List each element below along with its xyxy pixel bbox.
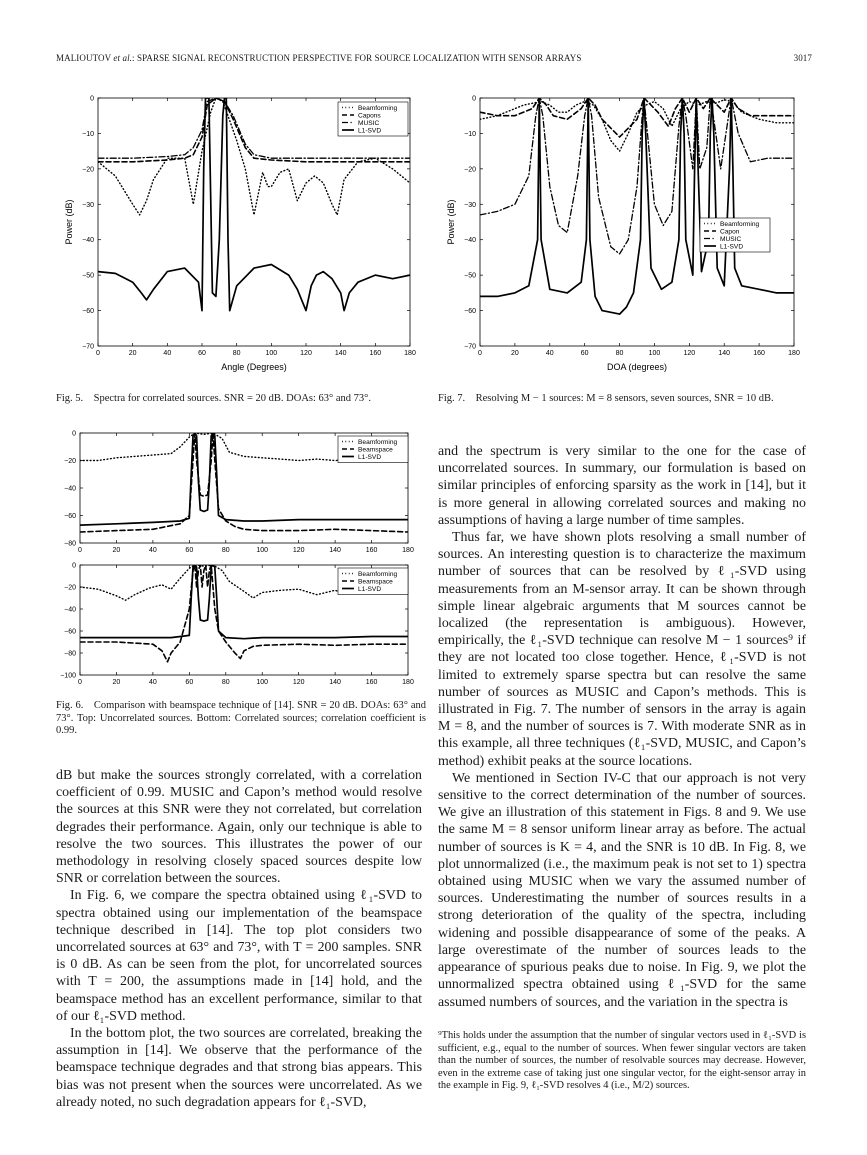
y-tick-label: 0	[72, 430, 76, 438]
series-line	[480, 100, 794, 151]
y-tick-label: −70	[464, 343, 476, 351]
y-tick-label: −40	[64, 606, 76, 614]
running-header	[56, 53, 812, 63]
left-column	[56, 767, 422, 1111]
left-paragraph: dB but make the sources strongly correlated, with a correlation coefficient of 0.99. MUSIC and Capon’s method would resolve the sources at this SNR were they not correlated, but correlation degrades their performance. Again, only our technique is able to resolve the two sources. This illustrates the power of our methodology in resolving closely spaced sources despite low SNR or correlation between the sources.	[56, 768, 422, 887]
legend-label: MUSIC	[358, 119, 380, 127]
x-tick-label: 140	[329, 547, 341, 554]
figure-6-caption: Fig. 6. Comparison with beamspace technique of [14]. SNR = 20 dB. DOAs: 63° and 73°. Top: Uncorrelated sources. Bottom: Correlated sources; correlation coefficient is 0.99.	[56, 700, 426, 736]
x-tick-label: 160	[753, 350, 765, 357]
legend-label: L1-SVD	[358, 453, 382, 461]
x-tick-label: 120	[300, 350, 312, 357]
y-tick-label: 0	[72, 562, 76, 570]
x-tick-label: 40	[148, 679, 157, 686]
right-paragraph: Thus far, we have shown plots resolving a small number of sources. An interesting question is to characterize the maximum number of sources that can be resolved by ℓ₁-SVD using measurements from an M-sensor array. It can be shown through simple linear algebraic arguments that M sources cannot be localized (the representation is ambiguous). However, empirically, the ℓ₁-SVD technique can resolve M − 1 sources⁹ if they are not located too close together. Hence, ℓ₁-SVD is not limited to extremely sparse spectra but can resolve the same number of sources as MUSIC and Capon’s methods. This is illustrated in Fig. 7. The number of sensors in the array is again M = 8, and the number of sources is 7. With moderate SNR as in this example, all three techniques (ℓ₁-SVD, MUSIC, and Capon’s method) exhibit peaks at the source locations.	[438, 530, 806, 769]
y-axis-label: Power (dB)	[446, 199, 456, 245]
x-tick-label: 20	[510, 350, 519, 357]
legend-label: L1-SVD	[358, 127, 382, 135]
x-tick-label: 120	[292, 679, 305, 686]
x-tick-label: 0	[78, 679, 82, 686]
right-paragraph: and the spectrum is very similar to the one for the case of uncorrelated sources. In summary, our formulation is based on similar principles of enforcing sparsity as the work in [14], but it is more general in allowing correlated sources and making no assumptions of having a large number of time samples.	[438, 444, 806, 528]
x-tick-label: 100	[265, 350, 278, 357]
x-tick-label: 140	[334, 350, 347, 357]
figure-5-chart	[56, 88, 426, 378]
right-column	[438, 443, 806, 1011]
x-tick-label: 60	[185, 679, 194, 686]
x-axis-label: DOA (degrees)	[606, 362, 668, 372]
x-tick-label: 60	[580, 350, 589, 357]
figure-5	[56, 88, 426, 378]
y-tick-label: 0	[90, 95, 94, 103]
y-tick-label: −10	[82, 130, 94, 138]
legend-label: Beamforming	[358, 104, 398, 112]
x-tick-label: 160	[369, 350, 382, 357]
y-tick-label: −10	[464, 130, 476, 138]
x-tick-label: 80	[615, 350, 624, 357]
legend-label: Capons	[358, 112, 381, 120]
legend	[338, 436, 408, 463]
x-tick-label: 20	[128, 350, 137, 357]
legend-label: Beamspace	[358, 446, 393, 454]
x-tick-label: 20	[112, 547, 121, 554]
legend-label: Beamforming	[358, 570, 398, 578]
x-tick-label: 0	[96, 350, 100, 357]
legend	[338, 102, 408, 136]
x-tick-label: 60	[198, 350, 206, 357]
y-tick-label: −60	[64, 628, 76, 636]
legend	[338, 568, 408, 595]
figure-6-bottom-chart	[56, 556, 426, 688]
x-axis-label: Angle (Degrees)	[221, 362, 287, 372]
legend-label: Capon	[720, 228, 740, 236]
x-tick-label: 180	[402, 547, 414, 554]
x-tick-label: 20	[112, 679, 121, 686]
y-tick-label: −80	[64, 650, 76, 658]
x-tick-label: 160	[365, 679, 378, 686]
left-paragraph: In the bottom plot, the two sources are correlated, breaking the assumption in [14]. We observe that the performance of the beamspace technique degrades and that strong bias appears. This bias was not present when the sources were uncorrelated. As we already noted, no such degradation appears for ℓ₁-SVD,	[56, 1026, 422, 1110]
x-tick-label: 140	[718, 350, 731, 357]
y-tick-label: −20	[64, 458, 76, 465]
y-tick-label: −70	[82, 343, 94, 351]
x-tick-label: 180	[788, 350, 800, 357]
y-tick-label: 0	[472, 95, 476, 103]
y-tick-label: −20	[64, 584, 76, 592]
legend	[700, 218, 770, 252]
y-tick-label: −80	[64, 540, 76, 548]
y-axis-label: Power (dB)	[64, 199, 74, 245]
y-tick-label: −40	[464, 237, 476, 245]
x-tick-label: 180	[404, 350, 416, 357]
right-paragraph: We mentioned in Section IV-C that our approach is not very sensitive to the correct determination of the number of sources. We give an illustration of this statement in Figs. 8 and 9. We use the same M = 8 sensor uniform linear array as before. The actual number of sources is K = 4, and the SNR is 10 dB. In Fig. 8, we plot unnormalized (i.e., the maximum peak is not set to 1) spectra obtained using MUSIC when we vary the assumed number of sources. Underestimating the number of sources results in a strong deterioration of the quality of the spectra, including widening and possible disappearance of some of the peaks. A large overestimate of the number of sources leads to the appearance of spurious peaks due to noise. In Fig. 9, we plot the unnormalized spectra obtained using ℓ₁-SVD for the same assumed numbers of sources, and the variation in the spectra is	[438, 770, 806, 1010]
x-tick-label: 120	[292, 547, 305, 554]
y-tick-label: −60	[82, 308, 94, 316]
figure-7-caption: Fig. 7. Resolving M − 1 sources: M = 8 sensors, seven sources, SNR = 10 dB.	[438, 393, 774, 404]
legend-label: Beamforming	[358, 438, 398, 446]
series-line	[480, 98, 794, 137]
running-title: MALIOUTOV et al.: SPARSE SIGNAL RECONSTRUCTION PERSPECTIVE FOR SOURCE LOCALIZATION WITH SENSOR ARRAYS	[56, 53, 582, 63]
x-tick-label: 160	[365, 547, 378, 554]
legend-label: L1-SVD	[358, 585, 382, 593]
figure-5-caption: Fig. 5. Spectra for correlated sources. SNR = 20 dB. DOAs: 63° and 73°.	[56, 393, 371, 404]
x-tick-label: 60	[185, 547, 194, 554]
y-tick-label: −100	[60, 672, 76, 680]
x-tick-label: 0	[78, 547, 82, 554]
x-tick-label: 100	[256, 547, 269, 554]
left-paragraph: In Fig. 6, we compare the spectra obtained using ℓ₁-SVD to spectra obtained using our implementation of the beamspace technique described in [14]. The top plot considers two uncorrelated sources at 63° and 73°, with T = 200 samples. SNR is 0 dB. As can be seen from the plot, for uncorrelated sources with T = 200, the assumptions made in [14] hold, and the beamspace method has an excellent performance, similar to that of our ℓ₁-SVD method.	[56, 888, 422, 1024]
y-tick-label: −30	[82, 201, 94, 209]
x-tick-label: 120	[683, 350, 696, 357]
x-tick-label: 100	[256, 679, 269, 686]
y-tick-label: −50	[464, 272, 476, 280]
x-tick-label: 100	[648, 350, 661, 357]
y-tick-label: −20	[82, 166, 94, 174]
series-line	[480, 98, 794, 314]
x-tick-label: 40	[163, 350, 172, 357]
x-tick-label: 180	[402, 679, 414, 686]
y-tick-label: −60	[464, 308, 476, 316]
y-tick-label: −60	[64, 513, 76, 520]
figure-6-top	[56, 424, 426, 556]
x-tick-label: 40	[148, 547, 157, 554]
legend-label: Beamforming	[720, 220, 760, 228]
x-tick-label: 140	[329, 679, 341, 686]
y-tick-label: −20	[464, 166, 476, 174]
y-tick-label: −40	[64, 485, 76, 493]
figure-6-bottom	[56, 556, 426, 688]
x-tick-label: 40	[545, 350, 554, 357]
legend-label: L1-SVD	[720, 243, 744, 251]
page-number: 3017	[793, 53, 812, 63]
y-tick-label: −30	[464, 201, 476, 209]
y-tick-label: −50	[82, 272, 94, 280]
figure-6-top-chart	[56, 424, 426, 556]
legend-label: Beamspace	[358, 578, 393, 586]
x-tick-label: 80	[232, 350, 241, 357]
y-tick-label: −40	[82, 237, 94, 245]
figure-7-chart	[438, 88, 808, 378]
legend-label: MUSIC	[720, 235, 742, 243]
x-tick-label: 80	[221, 679, 230, 686]
x-tick-label: 0	[478, 350, 482, 357]
footnote: ⁹This holds under the assumption that the number of singular vectors used in ℓ₁-SVD is sufficient, e.g., equal to the number of sources. When fewer singular vectors are taken than the number of sources, the number of resolvable sources may decrease. However, even in the extreme case of taking just one singular vector, for the eight-sensor array in the example in Fig. 9, ℓ₁-SVD resolves 4 (i.e., M/2) sources.	[438, 1030, 806, 1092]
x-tick-label: 80	[221, 547, 230, 554]
figure-7	[438, 88, 808, 378]
